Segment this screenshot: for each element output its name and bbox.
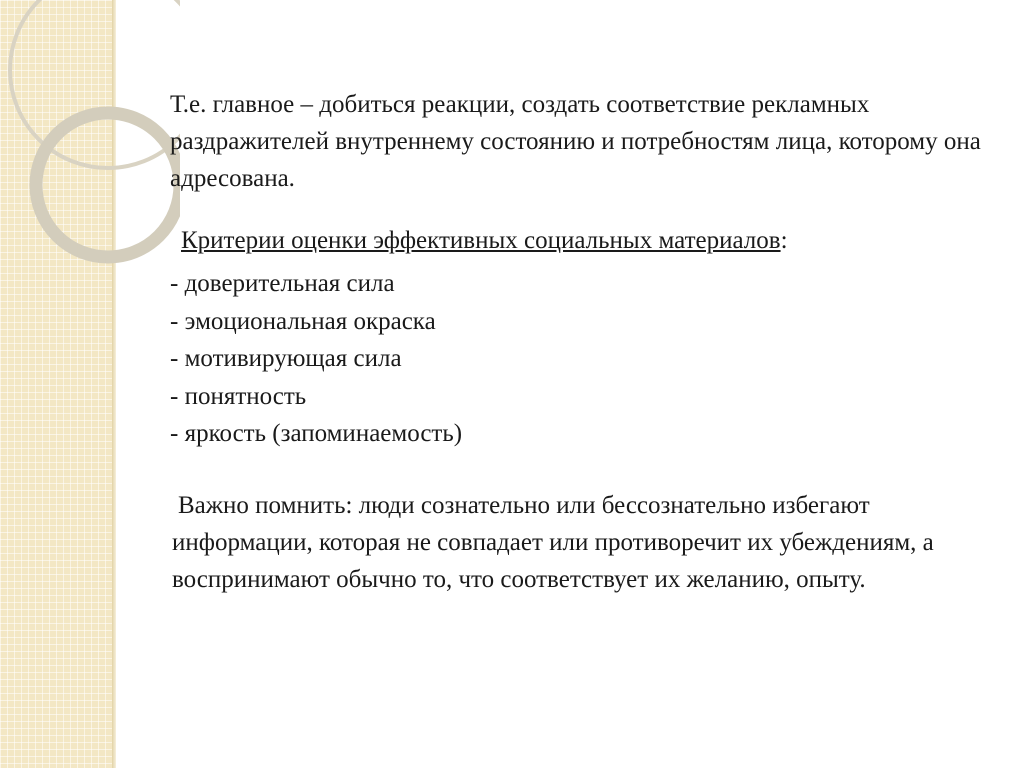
criteria-item: - доверительная сила	[170, 270, 395, 297]
criteria-item: - мотивирующая сила	[170, 345, 402, 372]
ring-outer	[10, 0, 180, 168]
criteria-list	[170, 265, 462, 453]
decorative-rings	[0, 0, 180, 320]
note-text: Важно помнить: люди сознательно или бессознательно избегают информации, которая не совпадает или противоречит их убеждениям, а воспринимают обычно то, что соответствует их желанию, опыту.	[172, 492, 934, 593]
intro-paragraph: Т.е. главное – добиться реакции, создать соответствие рекламных раздражителей внутреннему состоянию и потребностям лица, которому она адресована.	[170, 91, 981, 192]
criteria-heading	[181, 222, 788, 259]
criteria-heading-text: Критерии оценки эффективных социальных материалов	[181, 227, 781, 254]
criteria-heading-colon: :	[780, 227, 788, 254]
criteria-item: - эмоциональная окраска	[170, 307, 436, 335]
ring-inner	[36, 113, 180, 257]
criteria-item: - понятность	[170, 382, 307, 410]
criteria-item: - яркость (запоминаемость)	[170, 420, 463, 447]
note-paragraph	[172, 487, 992, 598]
